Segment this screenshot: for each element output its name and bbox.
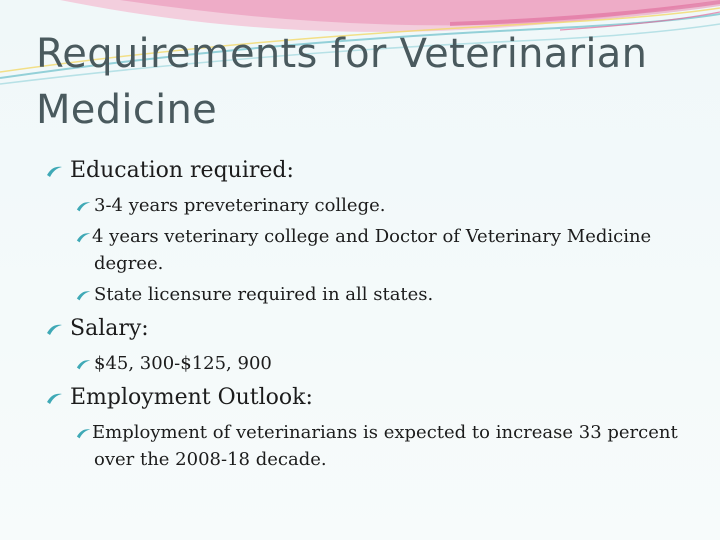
section-heading: Salary: bbox=[70, 316, 149, 341]
swoosh-arrow-icon bbox=[76, 425, 92, 441]
list-item bbox=[44, 192, 684, 219]
list-item-text: 4 years veterinary college and Doctor of Veterinary Medicine degree. bbox=[92, 226, 652, 274]
title-line-2: Medicine bbox=[36, 87, 218, 133]
list-item-text: $45, 300-$125, 900 bbox=[94, 353, 272, 374]
swoosh-arrow-icon bbox=[76, 356, 92, 372]
section-employment-outlook bbox=[44, 383, 684, 413]
list-item bbox=[44, 223, 684, 277]
slide-title bbox=[36, 26, 696, 138]
swoosh-arrow-icon bbox=[46, 162, 64, 180]
swoosh-arrow-icon bbox=[76, 229, 92, 245]
section-heading: Education required: bbox=[70, 158, 294, 183]
section-heading: Employment Outlook: bbox=[70, 385, 313, 410]
swoosh-arrow-icon bbox=[46, 389, 64, 407]
title-line-1: Requirements for Veterinarian bbox=[36, 31, 648, 77]
bullet-list bbox=[44, 156, 684, 477]
swoosh-arrow-icon bbox=[76, 287, 92, 303]
section-salary bbox=[44, 314, 684, 344]
swoosh-arrow-icon bbox=[76, 198, 92, 214]
list-item-text: 3-4 years preveterinary college. bbox=[94, 195, 386, 216]
swoosh-arrow-icon bbox=[46, 320, 64, 338]
section-education bbox=[44, 156, 684, 186]
list-item-text: State licensure required in all states. bbox=[94, 284, 434, 305]
list-item bbox=[44, 350, 684, 377]
list-item bbox=[44, 419, 684, 473]
list-item bbox=[44, 281, 684, 308]
list-item-text: Employment of veterinarians is expected to increase 33 percent over the 2008-18 decade. bbox=[92, 422, 678, 470]
